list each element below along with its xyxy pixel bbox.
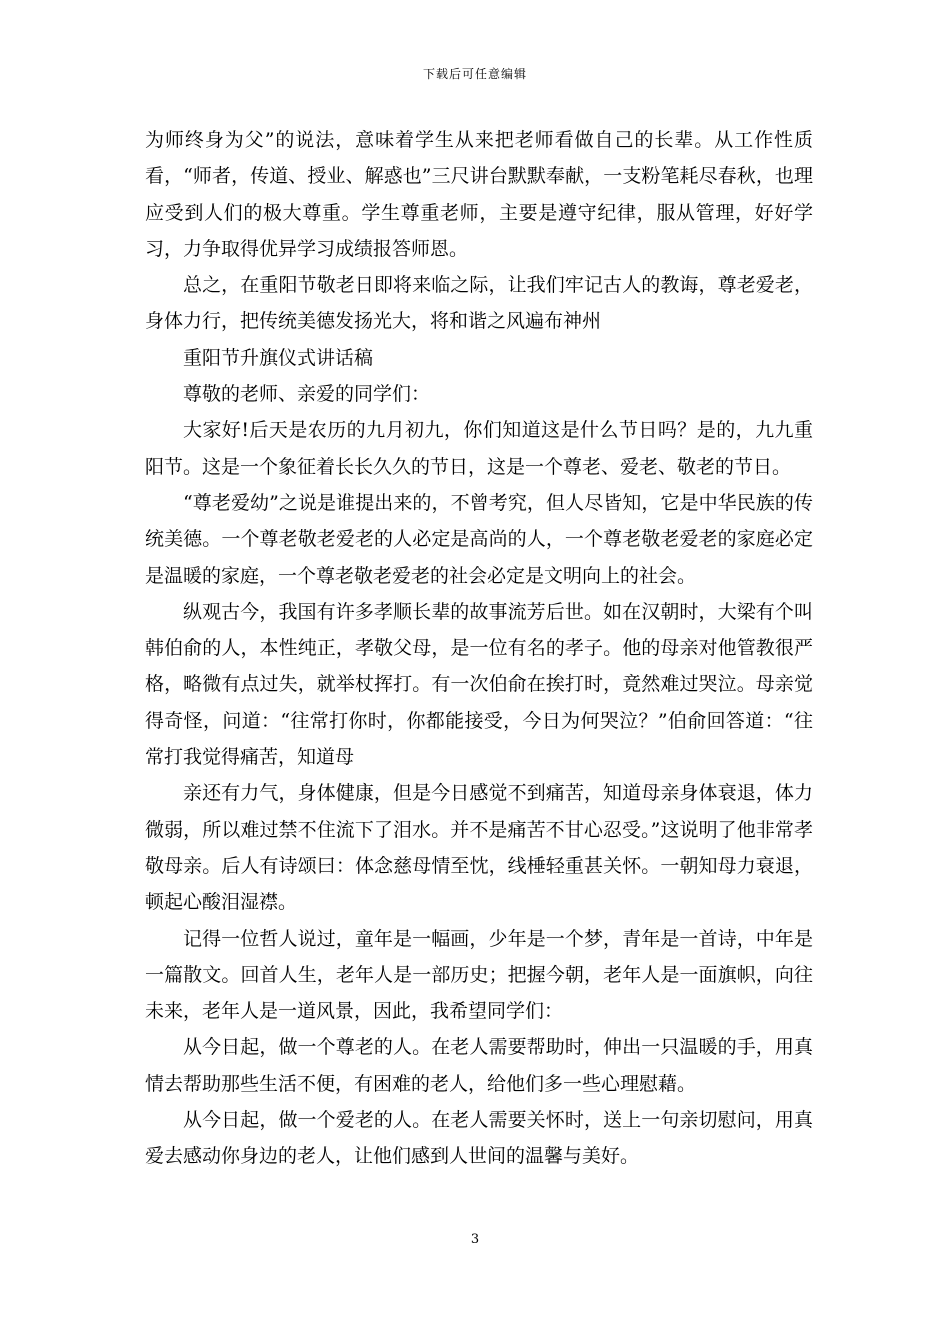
paragraph: 亲还有力气，身体健康，但是今日感觉不到痛苦，知道母亲身体衰退，体力微弱，所以难过禁不住流下了泪水。并不是痛苦不甘心忍受。”这说明了他非常孝敬母亲。后人有诗颂曰：体念慈母情至忱，线棰轻重甚关怀。一朝知母力衰退，顿起心酸泪湿襟。: [145, 782, 813, 914]
paragraph: 大家好!后天是农历的九月初九，你们知道这是什么节日吗？是的，九九重阳节。这是一个象征着长长久久的节日，这是一个尊老、爱老、敬老的节日。: [145, 419, 813, 478]
paragraph: “尊老爱幼”之说是谁提出来的，不曾考究，但人尽皆知，它是中华民族的传统美德。一个尊老敬老爱老的人必定是高尚的人，一个尊老敬老爱老的家庭必定是温暖的家庭，一个尊老敬老爱老的社会必定是文明向上的社会。: [145, 491, 813, 587]
page-header: 下载后可任意编辑: [422, 67, 527, 81]
page-number: 3: [470, 1232, 480, 1247]
paragraph: 为师终身为父”的说法，意味着学生从来把老师看做自己的长辈。从工作性质看，“师者，传道、授业、解惑也”三尺讲台默默奉献，一支粉笔耗尽春秋，也理应受到人们的极大尊重。学生尊重老师，主要是遵守纪律，服从管理，好好学习，力争取得优异学习成绩报答师恩。: [145, 129, 813, 260]
paragraph: 总之，在重阳节敬老日即将来临之际，让我们牢记古人的教诲，尊老爱老，身体力行，把传统美德发扬光大，将和谐之风遍布神州: [145, 274, 813, 333]
salutation: 尊敬的老师、亲爱的同学们：: [183, 383, 431, 406]
section-title: 重阳节升旗仪式讲话稿: [183, 346, 374, 369]
document-body: [145, 122, 813, 1175]
paragraph: 从今日起，做一个尊老的人。在老人需要帮助时，伸出一只温暖的手，用真情去帮助那些生活不便，有困难的老人，给他们多一些心理慰藉。: [145, 1036, 813, 1095]
paragraph: 纵观古今，我国有许多孝顺长辈的故事流芳后世。如在汉朝时，大梁有个叫韩伯俞的人，本性纯正，孝敬父母，是一位有名的孝子。他的母亲对他管教很严格，略微有点过失，就举杖挥打。有一次伯俞在挨打时，竟然难过哭泣。母亲觉得奇怪，问道：“往常打你时，你都能接受，今日为何哭泣？”伯俞回答道：“往常打我觉得痛苦，知道母: [145, 600, 813, 769]
paragraph: 记得一位哲人说过，童年是一幅画，少年是一个梦，青年是一首诗，中年是一篇散文。回首人生，老年人是一部历史；把握今朝，老年人是一面旗帜，向往未来，老年人是一道风景，因此，我希望同学们：: [145, 927, 813, 1023]
paragraph: 从今日起，做一个爱老的人。在老人需要关怀时，送上一句亲切慰问，用真爱去感动你身边的老人，让他们感到人世间的温馨与美好。: [145, 1109, 813, 1168]
